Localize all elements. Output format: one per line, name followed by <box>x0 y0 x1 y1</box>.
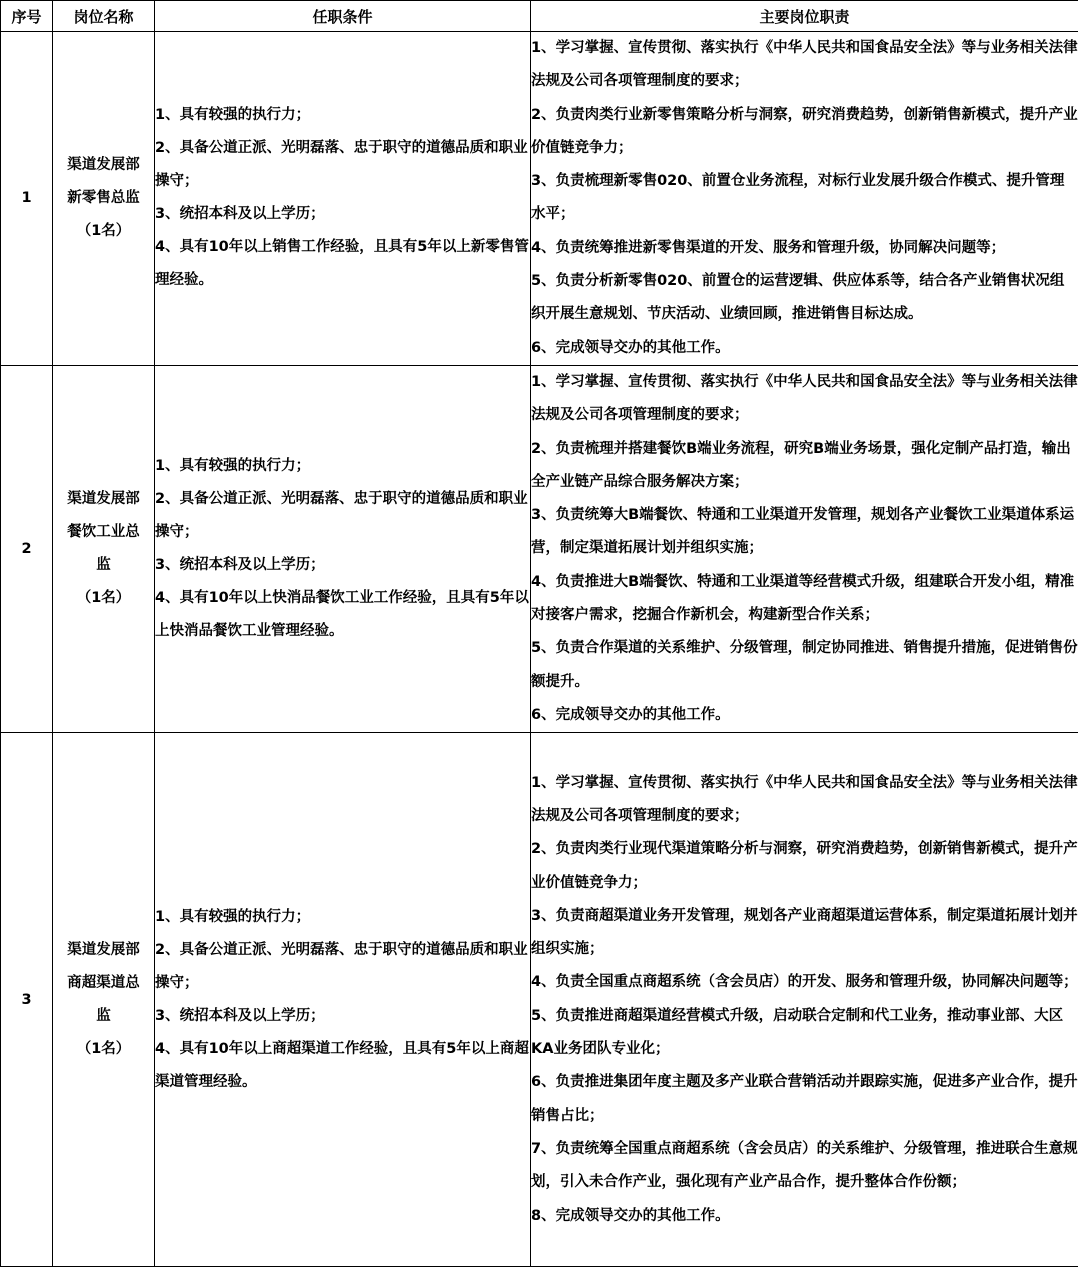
requirements-cell <box>155 365 531 732</box>
duty-item: 6、完成领导交办的其他工作。 <box>531 699 1078 732</box>
position-name-line: 渠道发展部 <box>53 483 154 516</box>
duty-item: 1、学习掌握、宣传贯彻、落实执行《中华人民共和国食品安全法》等与业务相关法律法规及公司各项管理制度的要求； <box>531 366 1078 433</box>
position-name-line: 监 <box>53 549 154 582</box>
header-seq: 序号 <box>1 1 53 32</box>
requirement-item: 2、具备公道正派、光明磊落、忠于职守的道德品质和职业操守； <box>155 132 530 198</box>
duty-item: 2、负责肉类行业现代渠道策略分析与洞察，研究消费趋势，创新销售新模式，提升产业价值链竞争力； <box>531 833 1078 900</box>
requirement-item: 3、统招本科及以上学历； <box>155 1000 530 1033</box>
duties-cell <box>531 32 1078 366</box>
requirements-cell <box>155 32 531 366</box>
requirement-item: 1、具有较强的执行力； <box>155 99 530 132</box>
duty-item: 6、完成领导交办的其他工作。 <box>531 332 1078 365</box>
duty-item: 5、负责推进商超渠道经营模式升级，启动联合定制和代工业务，推动事业部、大区KA业务团队专业化； <box>531 1000 1078 1067</box>
duty-item: 3、负责梳理新零售020、前置仓业务流程，对标行业发展升级合作模式、提升管理水平； <box>531 165 1078 232</box>
header-duties: 主要岗位职责 <box>531 1 1078 32</box>
header-requirements: 任职条件 <box>155 1 531 32</box>
headcount-line: （1名） <box>53 215 154 248</box>
headcount-line: （1名） <box>53 1033 154 1066</box>
position-name-cell <box>53 32 155 366</box>
requirement-item: 4、具有10年以上商超渠道工作经验，且具有5年以上商超渠道管理经验。 <box>155 1033 530 1099</box>
requirements-cell <box>155 733 531 1267</box>
position-name-cell <box>53 365 155 732</box>
position-name-cell <box>53 733 155 1267</box>
duty-item: 6、负责推进集团年度主题及多产业联合营销活动并跟踪实施，促进多产业合作，提升销售占比； <box>531 1066 1078 1133</box>
duty-item: 2、负责梳理并搭建餐饮B端业务流程，研究B端业务场景，强化定制产品打造，输出全产业链产品综合服务解决方案； <box>531 433 1078 500</box>
duty-item: 4、负责全国重点商超系统（含会员店）的开发、服务和管理升级，协同解决问题等； <box>531 966 1078 999</box>
table-header-row <box>1 1 1078 32</box>
duty-item: 4、负责统筹推进新零售渠道的开发、服务和管理升级，协同解决问题等； <box>531 232 1078 265</box>
duty-item: 3、负责商超渠道业务开发管理，规划各产业商超渠道运营体系，制定渠道拓展计划并组织实施； <box>531 900 1078 967</box>
duty-item: 2、负责肉类行业新零售策略分析与洞察，研究消费趋势，创新销售新模式，提升产业价值链竞争力； <box>531 99 1078 166</box>
requirement-item: 4、具有10年以上快消品餐饮工业工作经验，且具有5年以上快消品餐饮工业管理经验。 <box>155 582 530 648</box>
table-row <box>1 733 1078 1267</box>
requirement-item: 2、具备公道正派、光明磊落、忠于职守的道德品质和职业操守； <box>155 934 530 1000</box>
header-position-name: 岗位名称 <box>53 1 155 32</box>
duty-item: 7、负责统筹全国重点商超系统（含会员店）的关系维护、分级管理，推进联合生意规划，引入未合作产业，强化现有产业产品合作，提升整体合作份额； <box>531 1133 1078 1200</box>
duties-cell <box>531 733 1078 1267</box>
duties-cell <box>531 365 1078 732</box>
table-row <box>1 365 1078 732</box>
requirement-item: 3、统招本科及以上学历； <box>155 198 530 231</box>
duty-item: 8、完成领导交办的其他工作。 <box>531 1200 1078 1233</box>
position-name-line: 商超渠道总 <box>53 967 154 1000</box>
duty-item: 5、负责分析新零售020、前置仓的运营逻辑、供应体系等，结合各产业销售状况组织开展生意规划、节庆活动、业绩回顾，推进销售目标达成。 <box>531 265 1078 332</box>
duty-item: 3、负责统筹大B端餐饮、特通和工业渠道开发管理，规划各产业餐饮工业渠道体系运营，制定渠道拓展计划并组织实施； <box>531 499 1078 566</box>
requirement-item: 2、具备公道正派、光明磊落、忠于职守的道德品质和职业操守； <box>155 483 530 549</box>
row-seq: 3 <box>1 733 53 1267</box>
duty-item: 1、学习掌握、宣传贯彻、落实执行《中华人民共和国食品安全法》等与业务相关法律法规及公司各项管理制度的要求； <box>531 32 1078 99</box>
row-seq: 2 <box>1 365 53 732</box>
requirement-item: 3、统招本科及以上学历； <box>155 549 530 582</box>
duty-item: 5、负责合作渠道的关系维护、分级管理，制定协同推进、销售提升措施，促进销售份额提升。 <box>531 632 1078 699</box>
position-name-line: 新零售总监 <box>53 182 154 215</box>
table-row <box>1 32 1078 366</box>
duty-item: 1、学习掌握、宣传贯彻、落实执行《中华人民共和国食品安全法》等与业务相关法律法规及公司各项管理制度的要求； <box>531 767 1078 834</box>
duty-item: 4、负责推进大B端餐饮、特通和工业渠道等经营模式升级，组建联合开发小组，精准对接客户需求，挖掘合作新机会，构建新型合作关系； <box>531 566 1078 633</box>
headcount-line: （1名） <box>53 582 154 615</box>
row-seq: 1 <box>1 32 53 366</box>
position-name-line: 渠道发展部 <box>53 149 154 182</box>
position-name-line: 监 <box>53 1000 154 1033</box>
position-name-line: 渠道发展部 <box>53 934 154 967</box>
position-name-line: 餐饮工业总 <box>53 516 154 549</box>
requirement-item: 1、具有较强的执行力； <box>155 901 530 934</box>
requirement-item: 4、具有10年以上销售工作经验，且具有5年以上新零售管理经验。 <box>155 231 530 297</box>
requirement-item: 1、具有较强的执行力； <box>155 450 530 483</box>
